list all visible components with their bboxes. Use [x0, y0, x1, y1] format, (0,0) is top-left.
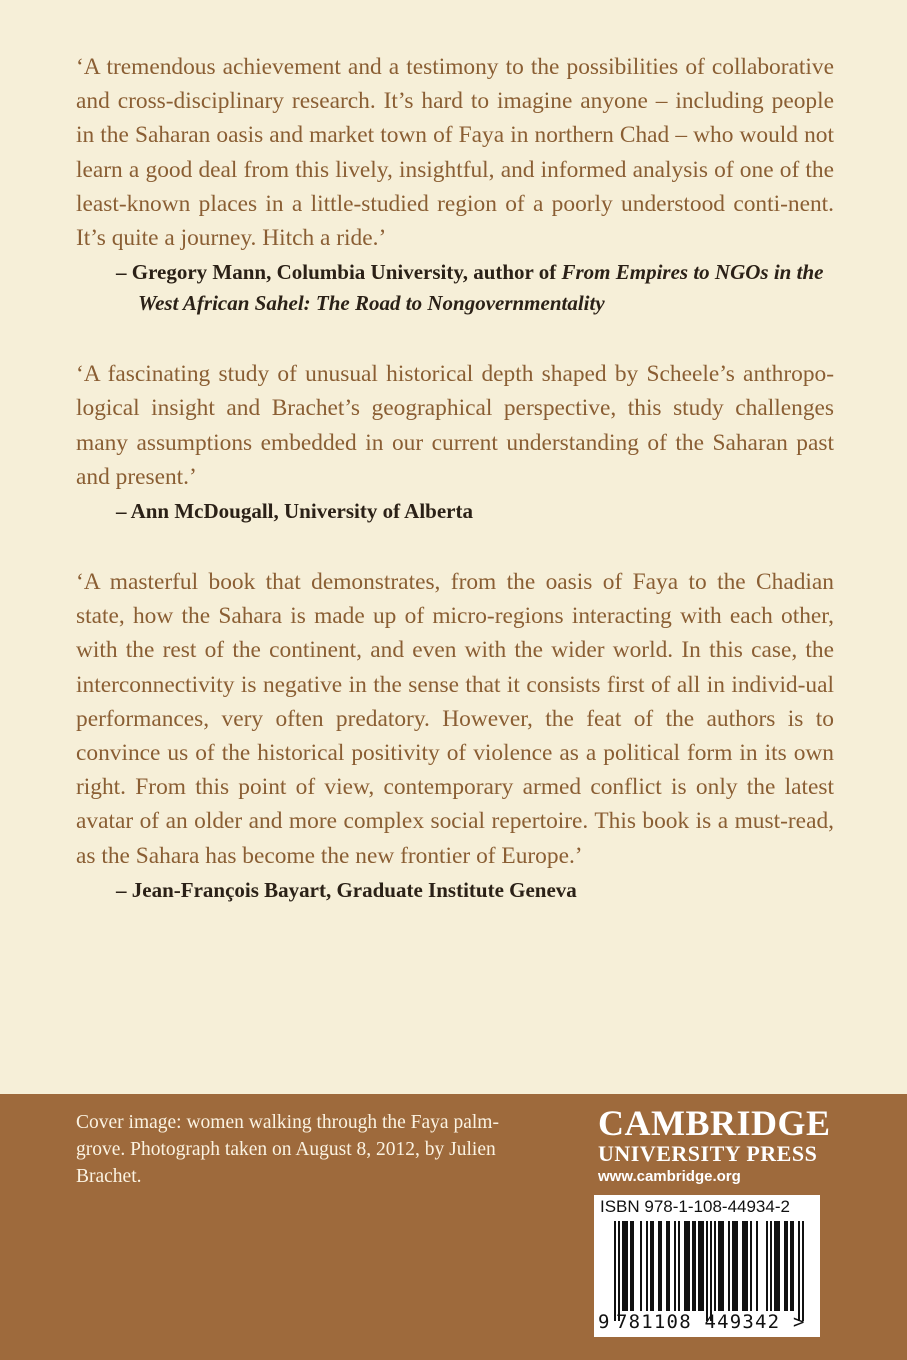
ean-digits: 781108 449342 > [616, 1311, 806, 1333]
barcode [594, 1195, 820, 1337]
barcode-bar [646, 1221, 648, 1311]
barcode-bar [666, 1221, 668, 1311]
barcode-bar [802, 1221, 804, 1321]
barcode-bar [640, 1221, 642, 1311]
barcode-bar [624, 1221, 626, 1311]
quote-text-2: ‘A fascinating study of unusual historical depth shaped by Scheele’s anthropo-logical insight and Brachet’s geographical perspective, this study challenges many assumptions embedded in our current understanding of the Saharan past and present.’ [76, 361, 834, 490]
barcode-bar [742, 1221, 744, 1311]
barcode-bar [728, 1221, 730, 1311]
barcode-bar [674, 1221, 676, 1311]
publisher-url: www.cambridge.org [598, 1168, 741, 1185]
cover-image-caption: Cover image: women walking through the Faya palm-grove. Photograph taken on August 8, 2012, by Julien Brachet. [76, 1112, 499, 1187]
barcode-bar [734, 1221, 736, 1311]
barcode-bar [744, 1221, 746, 1311]
barcode-bar [702, 1221, 704, 1311]
barcode-bar [614, 1221, 616, 1321]
endorsement-3 [76, 565, 834, 906]
ean-first-digit: 9 [598, 1311, 610, 1333]
attribution-3: – Jean-François Bayart, Graduate Institute Geneva [116, 877, 577, 902]
barcode-bar [746, 1221, 748, 1311]
barcode-bar [684, 1221, 686, 1311]
barcode-bar [718, 1221, 720, 1311]
attribution-1 [76, 257, 834, 319]
attribution-2: – Ann McDougall, University of Alberta [116, 499, 473, 524]
barcode-bar [692, 1221, 694, 1311]
barcode-bar [790, 1221, 792, 1311]
publisher-name: CAMBRIDGE [598, 1103, 831, 1143]
barcode-bar [626, 1221, 628, 1311]
publisher-logo [598, 1104, 830, 1187]
endorsement-1 [76, 50, 834, 319]
endorsements [76, 50, 834, 944]
quote-text-1: ‘A tremendous achievement and a testimony to the possibilities of collaborative and cross-disciplinary research. It’s hard to imagine anyone – including people in the Saharan oasis and market town of Faya in northern Chad – who would not learn a good deal from this lively, insightful, and informed analysis of one of the least-known places in a little-studied region of a poorly understood conti-nent. It’s quite a journey. Hitch a ride.’ [76, 54, 834, 252]
barcode-bar [750, 1221, 752, 1311]
isbn-label: ISBN 978-1-108-44934-2 [600, 1197, 790, 1216]
barcode-bar [770, 1221, 772, 1311]
barcode-bar [786, 1221, 788, 1311]
barcode-bar [686, 1221, 688, 1311]
barcode-bar [630, 1221, 632, 1311]
publisher-press: UNIVERSITY PRESS [598, 1141, 818, 1166]
barcode-bar [632, 1221, 634, 1311]
barcode-bar [798, 1221, 800, 1321]
barcode-bar [776, 1221, 778, 1311]
endorsement-2 [76, 357, 834, 527]
barcode-bar [706, 1221, 708, 1321]
barcode-bar [658, 1221, 660, 1311]
barcode-bar [722, 1221, 724, 1311]
barcode-bar [660, 1221, 662, 1311]
barcode-bar [650, 1221, 652, 1311]
barcode-bar [736, 1221, 738, 1311]
barcode-bar [774, 1221, 776, 1311]
barcode-bar [732, 1221, 734, 1311]
barcode-bar [688, 1221, 690, 1311]
attribution-name-1: – Gregory Mann, Columbia University, author of [116, 260, 557, 285]
barcode-bar [720, 1221, 722, 1311]
barcode-bar [714, 1221, 716, 1311]
barcode-bar [678, 1221, 680, 1311]
barcode-bar [698, 1221, 700, 1311]
barcode-bar [784, 1221, 786, 1311]
barcode-bar [756, 1221, 758, 1311]
book-title-1: From Empires to NGOs in the West African Sahel: The Road to Nongovernmentality [138, 260, 824, 316]
barcode-bar [694, 1221, 696, 1311]
quote-text-3: ‘A masterful book that demonstrates, from the oasis of Faya to the Chadian state, how the Sahara is made up of micro-regions interacting with each other, with the rest of the continent, and even with the wider world. In this case, the interconnectivity is negative in the sense that it consists first of all in individ-ual performances, very often predatory. However, the feat of the authors is to convince us of the historical positivity of violence as a political form in its own right. From this point of view, contemporary armed conflict is only the latest avatar of an older and more complex social repertoire. This book is a must-read, as the Sahara has become the new frontier of Europe.’ [76, 569, 834, 869]
barcode-bar [778, 1221, 780, 1311]
barcode-bar [766, 1221, 768, 1311]
barcode-bar [618, 1221, 620, 1321]
barcode-bar [668, 1221, 670, 1311]
barcode-bar [700, 1221, 702, 1311]
barcode-bar [792, 1221, 794, 1311]
barcode-bar [622, 1221, 624, 1311]
barcode-bar [652, 1221, 654, 1311]
barcode-bar [710, 1221, 712, 1321]
